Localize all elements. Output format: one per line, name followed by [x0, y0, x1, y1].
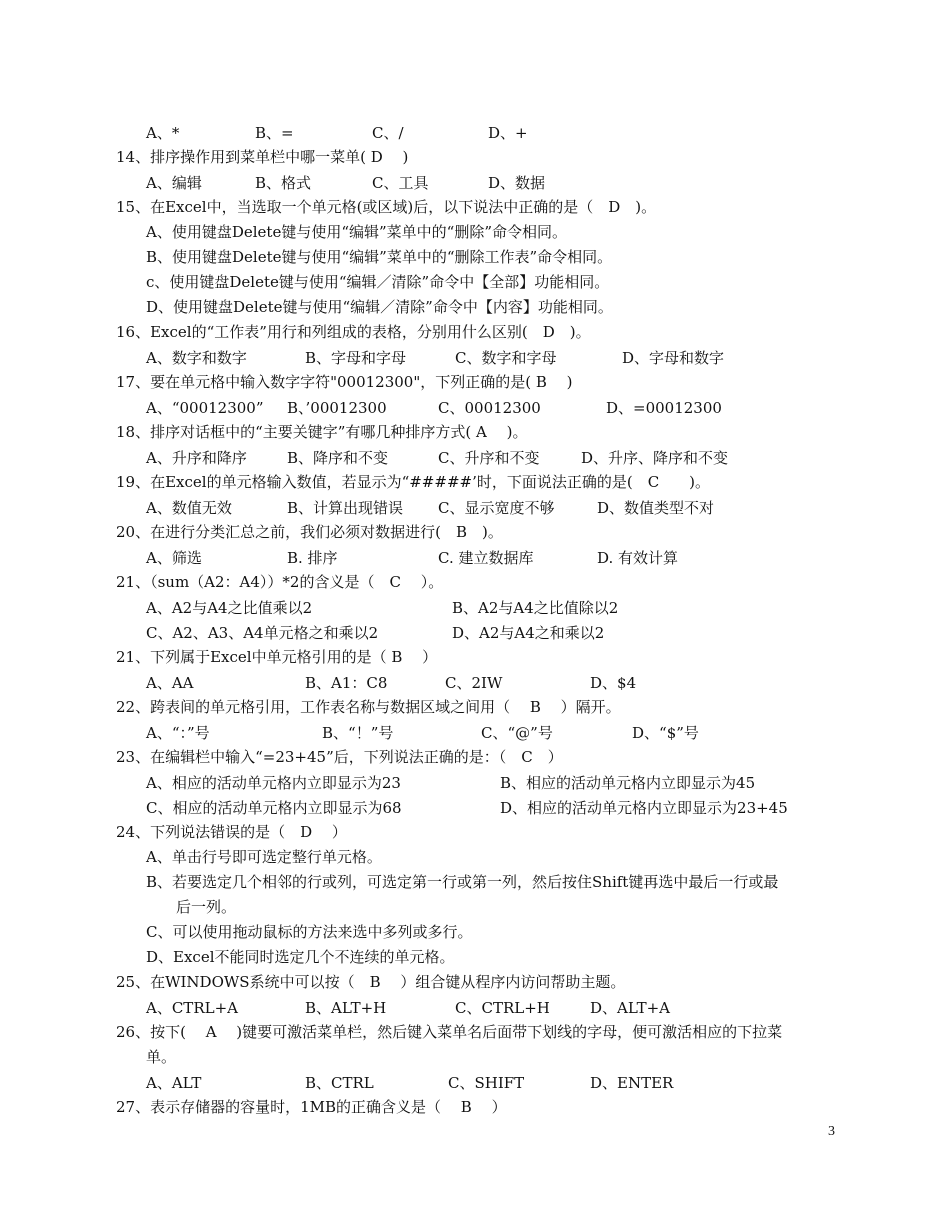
- answer-option: A、数字和数字: [146, 349, 247, 367]
- answer-option: C、数字和字母: [455, 349, 557, 367]
- question-text: 23、在编辑栏中输入“=23+45”后，下列说法正确的是：（ C ）: [116, 748, 563, 766]
- answer-option: A、AA: [146, 674, 194, 692]
- answer-option: B、A2与A4之比值除以2: [452, 599, 619, 617]
- answer-option: A、数值无效: [146, 499, 232, 517]
- answer-option: D. 有效计算: [597, 549, 679, 567]
- option-text: c、使用键盘Delete键与使用“编辑／清除”命令中【全部】功能相同。: [146, 273, 610, 291]
- question-text: 18、排序对话框中的“主要关键字”有哪几种排序方式( A )。: [116, 423, 528, 441]
- answer-option: B、相应的活动单元格内立即显示为45: [500, 774, 756, 792]
- answer-option: C、SHIFT: [448, 1074, 525, 1092]
- answer-option: B、降序和不变: [287, 449, 389, 467]
- answer-option: D、$4: [590, 674, 637, 692]
- answer-option: D、数值类型不对: [597, 499, 715, 517]
- answer-option: C、2IW: [445, 674, 503, 692]
- answer-option: B、CTRL: [305, 1074, 374, 1092]
- option-text: A、使用键盘Delete键与使用“编辑”菜单中的“删除”命令相同。: [146, 223, 567, 241]
- question-text: 26、按下( A )键要可激活菜单栏，然后键入菜单名后面带下划线的字母，便可激活相应的下拉菜: [116, 1023, 783, 1041]
- question-text: 16、Excel的“工作表”用行和列组成的表格，分别用什么区别( D )。: [116, 323, 591, 341]
- question-text: 24、下列说法错误的是（ D ）: [116, 823, 347, 841]
- answer-option: D、字母和数字: [622, 349, 725, 367]
- question-text: 17、要在单元格中输入数字字符"00012300"，下列正确的是( B ): [116, 373, 573, 391]
- answer-option: D、相应的活动单元格内立即显示为23+45: [500, 799, 788, 817]
- question-text: 14、排序操作用到菜单栏中哪一菜单( D ): [116, 148, 409, 166]
- answer-option: C、/: [372, 124, 404, 142]
- question-text: 20、在进行分类汇总之前，我们必须对数据进行( B )。: [116, 523, 503, 541]
- answer-option: C、显示宽度不够: [438, 499, 555, 517]
- question-text: 27、表示存储器的容量时，1MB的正确含义是（ B ）: [116, 1098, 507, 1116]
- answer-option: B、计算出现错误: [287, 499, 404, 517]
- answer-option: A、筛选: [146, 549, 202, 567]
- answer-option: D、“$”号: [632, 724, 699, 742]
- answer-option: C、升序和不变: [438, 449, 540, 467]
- option-text: B、使用键盘Delete键与使用“编辑”菜单中的“删除工作表”命令相同。: [146, 248, 613, 266]
- option-text: B、若要选定几个相邻的行或列，可选定第一行或第一列，然后按住Shift键再选中最后一行或最: [146, 873, 779, 891]
- answer-option: A、“：”号: [146, 724, 210, 742]
- answer-option: A、升序和降序: [146, 449, 247, 467]
- answer-option: C、A2、A3、A4单元格之和乘以2: [146, 624, 379, 642]
- answer-option: D、ALT+A: [590, 999, 671, 1017]
- option-text: 后一列。: [176, 898, 237, 916]
- question-text: 15、在Excel中，当选取一个单元格(或区域)后，以下说法中正确的是（ D )。: [116, 198, 657, 216]
- answer-option: B、ALT+H: [305, 999, 387, 1017]
- answer-option: B、字母和字母: [305, 349, 407, 367]
- answer-option: C、00012300: [438, 399, 541, 417]
- answer-option: D、数据: [488, 174, 546, 192]
- answer-option: C、“@”号: [481, 724, 553, 742]
- option-text: A、单击行号即可选定整行单元格。: [146, 848, 382, 866]
- answer-option: A、*: [146, 124, 180, 142]
- answer-option: B、A1：C8: [305, 674, 388, 692]
- answer-option: D、升序、降序和不变: [581, 449, 729, 467]
- answer-option: A、编辑: [146, 174, 202, 192]
- answer-option: B、’00012300: [287, 399, 387, 417]
- page-number: 3: [828, 1124, 835, 1139]
- option-text: D、Excel不能同时选定几个不连续的单元格。: [146, 948, 455, 966]
- answer-option: A、CTRL+A: [146, 999, 238, 1017]
- answer-option: C、相应的活动单元格内立即显示为68: [146, 799, 402, 817]
- option-text: D、使用键盘Delete键与使用“编辑／清除”命令中【内容】功能相同。: [146, 298, 613, 316]
- answer-option: A、A2与A4之比值乘以2: [146, 599, 313, 617]
- answer-option: D、ENTER: [590, 1074, 674, 1092]
- question-text: 21、（sum（A2：A4））*2的含义是（ C ）。: [116, 573, 444, 591]
- answer-option: C、工具: [372, 174, 429, 192]
- question-text: 19、在Excel的单元格输入数值，若显示为“#####’时，下面说法正确的是( C )。: [116, 473, 711, 491]
- answer-option: A、“00012300”: [146, 399, 264, 417]
- answer-option: A、ALT: [146, 1074, 202, 1092]
- answer-option: C. 建立数据库: [438, 549, 534, 567]
- answer-option: D、+: [488, 124, 528, 142]
- answer-option: C、CTRL+H: [455, 999, 550, 1017]
- option-text: 单。: [146, 1048, 177, 1066]
- question-text: 21、下列属于Excel中单元格引用的是（ B ）: [116, 648, 438, 666]
- answer-option: B、“！”号: [322, 724, 394, 742]
- answer-option: B、=: [255, 124, 294, 142]
- answer-option: D、=00012300: [606, 399, 722, 417]
- answer-option: A、相应的活动单元格内立即显示为23: [146, 774, 401, 792]
- answer-option: B. 排序: [287, 549, 338, 567]
- option-text: C、可以使用拖动鼠标的方法来选中多列或多行。: [146, 923, 473, 941]
- answer-option: B、格式: [255, 174, 312, 192]
- question-text: 22、跨表间的单元格引用，工作表名称与数据区域之间用（ B ）隔开。: [116, 698, 621, 716]
- question-text: 25、在WINDOWS系统中可以按（ B ）组合键从程序内访问帮助主题。: [116, 973, 626, 991]
- answer-option: D、A2与A4之和乘以2: [452, 624, 605, 642]
